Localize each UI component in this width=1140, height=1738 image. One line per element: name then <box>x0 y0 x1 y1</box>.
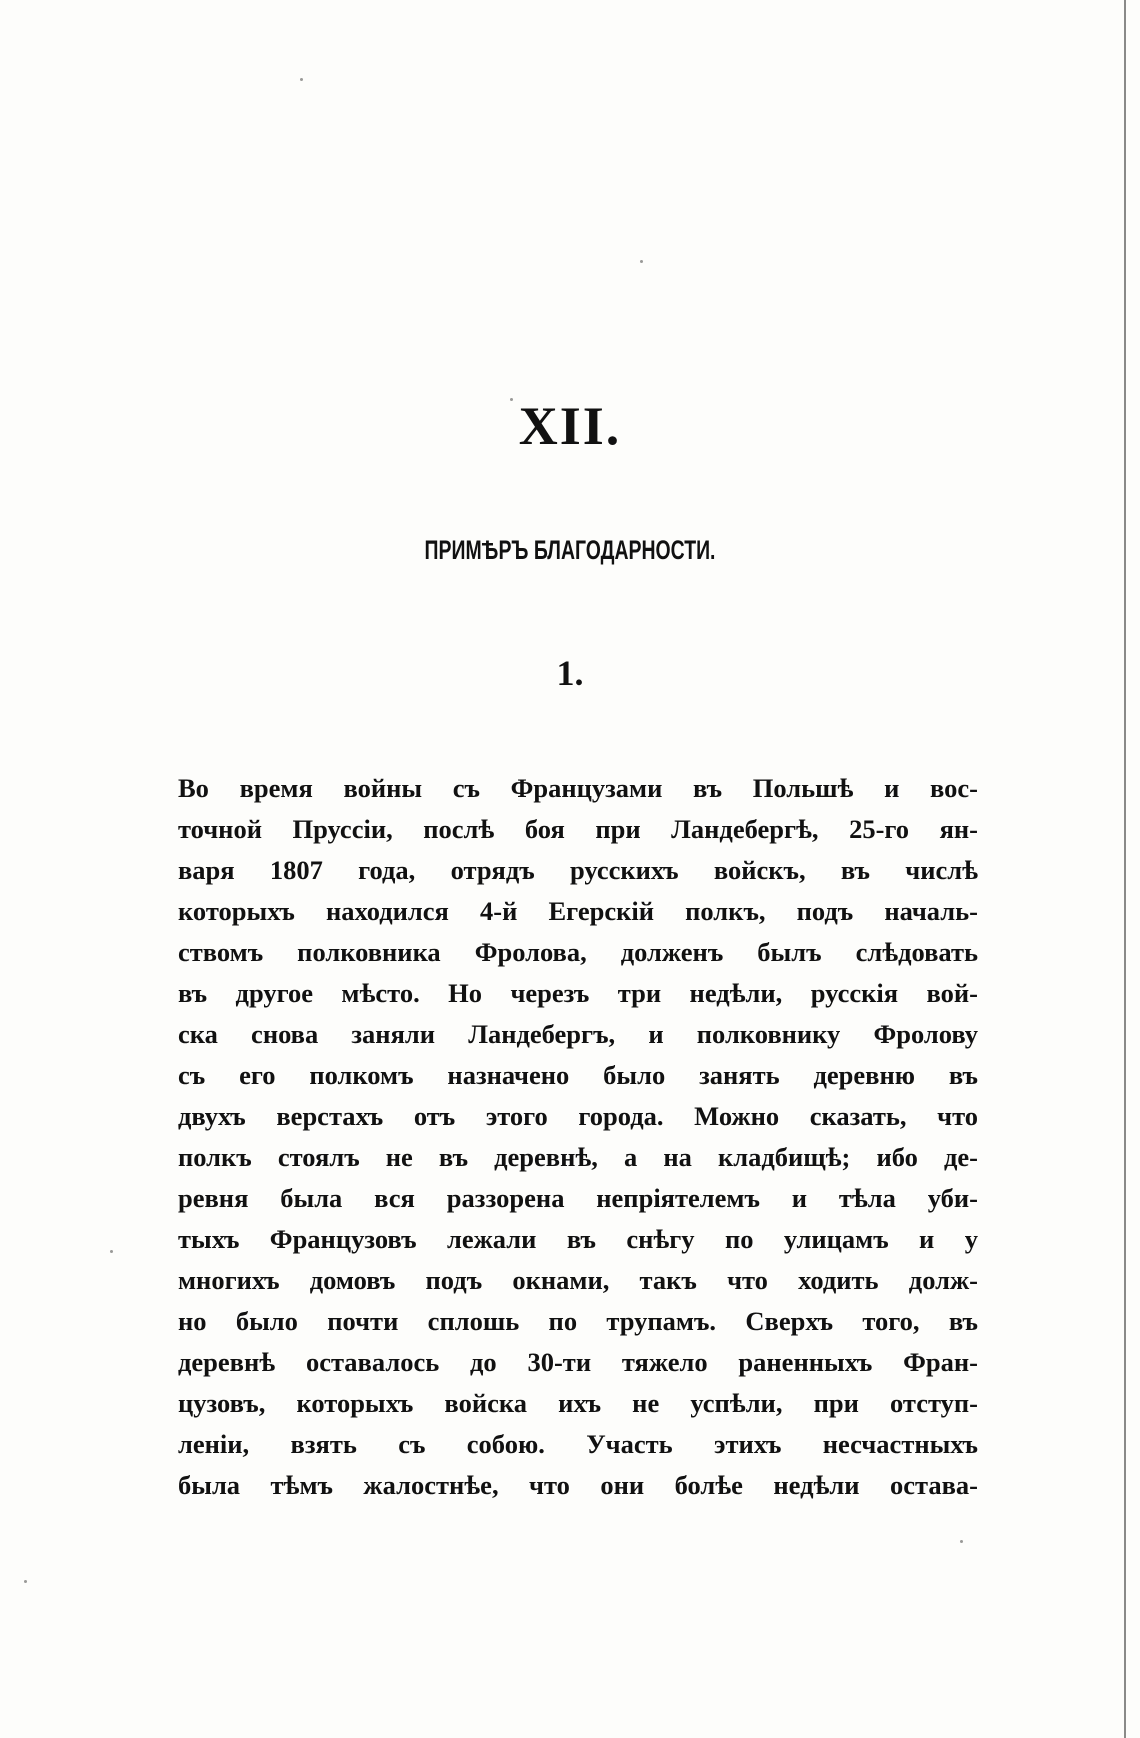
text-line: точной Пруссіи, послѣ боя при Ландебергѣ, 25-го ян- <box>178 814 978 844</box>
text-line: двухъ верстахъ отъ этого города. Можно сказать, что <box>178 1101 978 1131</box>
scan-speck <box>110 1250 113 1253</box>
chapter-title: ПРИМѢРЪ БЛАГОДАРНОСТИ. <box>424 535 716 565</box>
scan-speck <box>640 260 643 263</box>
page-edge-line <box>1124 0 1126 1738</box>
text-line: многихъ домовъ подъ окнами, такъ что ходить долж- <box>178 1265 978 1295</box>
text-line: ревня была вся раззорена непріятелемъ и тѣла уби- <box>178 1183 978 1213</box>
text-line: ска снова заняли Ландебергъ, и полковнику Фролову <box>178 1019 978 1049</box>
text-line: Во время войны съ Французами въ Польшѣ и вос- <box>178 773 978 803</box>
text-line: тыхъ Французовъ лежали въ снѣгу по улицамъ и у <box>178 1224 978 1254</box>
text-line: ствомъ полковника Фролова, долженъ былъ слѣдовать <box>178 937 978 967</box>
text-line: варя 1807 года, отрядъ русскихъ войскъ, въ числѣ <box>178 855 978 885</box>
scan-speck <box>960 1540 963 1543</box>
scan-speck <box>300 78 303 81</box>
scan-speck <box>24 1580 27 1583</box>
text-line: деревнѣ оставалось до 30-ти тяжело раненныхъ Фран- <box>178 1347 978 1377</box>
text-line: была тѣмъ жалостнѣе, что они болѣе недѣли остава- <box>178 1470 978 1500</box>
chapter-number: XII. <box>518 396 622 456</box>
text-line: леніи, взять съ собою. Участь этихъ несчастныхъ <box>178 1429 978 1459</box>
text-line: но было почти сплошь по трупамъ. Сверхъ того, въ <box>178 1306 978 1336</box>
text-line: которыхъ находился 4-й Егерскій полкъ, подъ началь- <box>178 896 978 926</box>
text-line: цузовъ, которыхъ войска ихъ не успѣли, при отступ- <box>178 1388 978 1418</box>
section-number: 1. <box>556 653 584 693</box>
text-line: съ его полкомъ назначено было занять деревню въ <box>178 1060 978 1090</box>
text-line: въ другое мѣсто. Но черезъ три недѣли, русскія вой- <box>178 978 978 1008</box>
text-line: полкъ стоялъ не въ деревнѣ, а на кладбищѣ; ибо де- <box>178 1142 978 1172</box>
body-text <box>178 768 978 1506</box>
